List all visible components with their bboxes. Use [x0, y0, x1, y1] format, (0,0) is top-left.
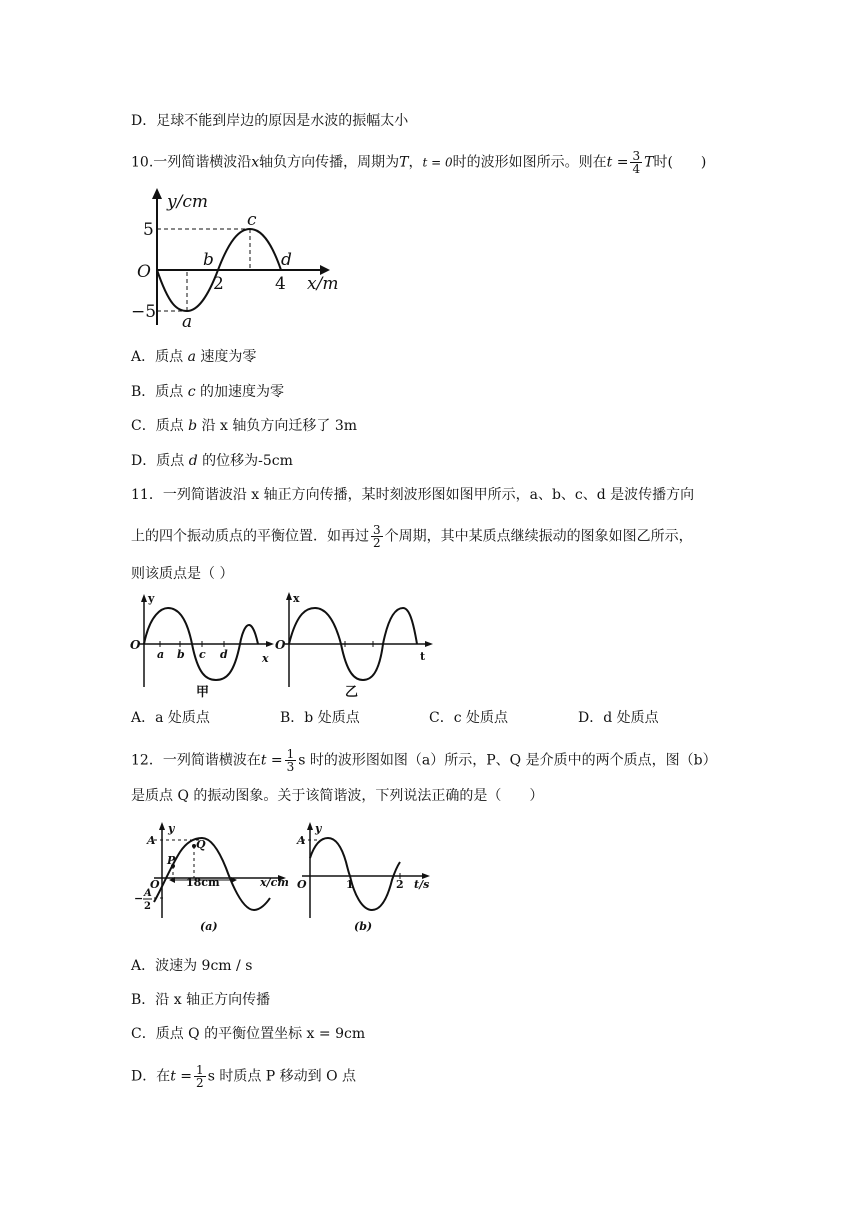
svg-text:b: b — [177, 648, 185, 661]
svg-text:A: A — [144, 888, 152, 899]
svg-text:y: y — [168, 822, 175, 835]
q11-figure-yi — [275, 592, 435, 704]
q10-option-a: A．质点 a 速度为零 — [131, 349, 257, 365]
q11-fraction: $\frac{3}{2}$ — [373, 523, 381, 550]
svg-text:y: y — [148, 592, 155, 605]
svg-text:x: x — [262, 652, 269, 665]
svg-text:d: d — [220, 648, 228, 661]
q12-option-b: B．沿 x 轴正方向传播 — [131, 992, 271, 1008]
q10-point-d: d — [281, 250, 292, 270]
svg-text:x/cm: x/cm — [260, 876, 289, 889]
q11-option-d: D．d 处质点 — [578, 710, 659, 726]
svg-text:A: A — [297, 834, 306, 847]
svg-text:y: y — [315, 822, 322, 835]
q12-caption-a: (a) — [200, 920, 218, 933]
q10-tick-4: 4 — [275, 274, 286, 294]
q11-stem-line2: 上的四个振动质点的平衡位置．如再过 $\frac{3}{2}$ 个周期，其中某质点继续振动的图象如图乙所示， — [131, 523, 693, 550]
q10-option-b: B．质点 c 的加速度为零 — [131, 384, 285, 400]
q12-figure-b — [292, 818, 437, 936]
q11-caption-jia: 甲 — [196, 685, 210, 700]
svg-text:O: O — [130, 638, 141, 652]
svg-text:2: 2 — [396, 878, 404, 891]
q11-option-c: C．c 处质点 — [429, 710, 509, 726]
q12-figure-a — [130, 818, 290, 936]
q10-option-c: C．质点 b 沿 x 轴负方向迁移了 3m — [131, 418, 358, 434]
q10-x-label: x/m — [307, 274, 339, 294]
svg-text:18cm: 18cm — [186, 876, 220, 889]
q12-option-d: D．在t = $\frac{1}{2}$ s 时质点 P 移动到 O 点 — [131, 1063, 357, 1090]
svg-text:a: a — [157, 648, 165, 661]
svg-text:P: P — [167, 854, 176, 867]
svg-text:Q: Q — [196, 838, 206, 851]
svg-text:O: O — [150, 878, 160, 891]
q12-stem-line1: 12．一列简谐横波在t = $\frac{1}{3}$ s 时的波形图如图（a）所示，P、Q 是介质中的两个质点，图（b） — [131, 747, 717, 774]
svg-text:c: c — [199, 648, 206, 661]
q10-option-d: D．质点 d 的位移为-5cm — [131, 453, 293, 469]
q11-option-a: A．a 处质点 — [131, 710, 210, 726]
q10-point-c: c — [247, 210, 257, 230]
svg-text:A: A — [147, 834, 156, 847]
svg-text:O: O — [275, 638, 286, 652]
svg-text:t/s: t/s — [414, 878, 430, 891]
q12-option-c: C．质点 Q 的平衡位置坐标 x = 9cm — [131, 1026, 366, 1042]
q10-tick-2: 2 — [213, 274, 224, 294]
q11-figure-jia — [130, 592, 275, 704]
q12-stem-line2: 是质点 Q 的振动图象。关于该简谐波，下列说法正确的是（ ） — [131, 788, 544, 804]
svg-text:−: − — [134, 892, 144, 905]
q12-caption-b: (b) — [354, 920, 373, 933]
q10-point-b: b — [203, 250, 214, 270]
q10-y-label: y/cm — [167, 192, 208, 212]
q10-tick-m5: −5 — [131, 302, 157, 322]
q12-fraction: $\frac{1}{3}$ — [286, 747, 295, 774]
svg-text:t: t — [420, 650, 426, 663]
q12-option-a: A．波速为 9cm / s — [131, 958, 253, 974]
svg-text:x: x — [293, 592, 300, 605]
q10-fraction: $\frac{3}{4}$ — [632, 149, 641, 176]
q9-option-d: D．足球不能到岸边的原因是水波的振幅太小 — [131, 113, 409, 129]
q11-stem-line1: 11．一列简谐波沿 x 轴正方向传播，某时刻波形图如图甲所示，a、b、c、d 是波传播方向 — [131, 487, 695, 503]
q11-stem-line3: 则该质点是（ ） — [131, 566, 234, 582]
q12-option-d-fraction: $\frac{1}{2}$ — [196, 1063, 204, 1090]
q10-origin: O — [137, 262, 151, 282]
q10-stem: 10.一列简谐横波沿x轴负方向传播，周期为T，t = 0时的波形如图所示。则在t = $\frac{3}{4}$ T时( ) — [131, 149, 707, 176]
svg-text:O: O — [297, 878, 307, 891]
svg-text:2: 2 — [144, 901, 151, 912]
q10-tick-5: 5 — [143, 220, 154, 240]
q11-caption-yi: 乙 — [345, 685, 359, 700]
q11-option-b: B．b 处质点 — [280, 710, 360, 726]
q10-point-a: a — [182, 312, 193, 332]
svg-text:1: 1 — [346, 878, 354, 891]
q10-wave-figure — [125, 185, 355, 330]
